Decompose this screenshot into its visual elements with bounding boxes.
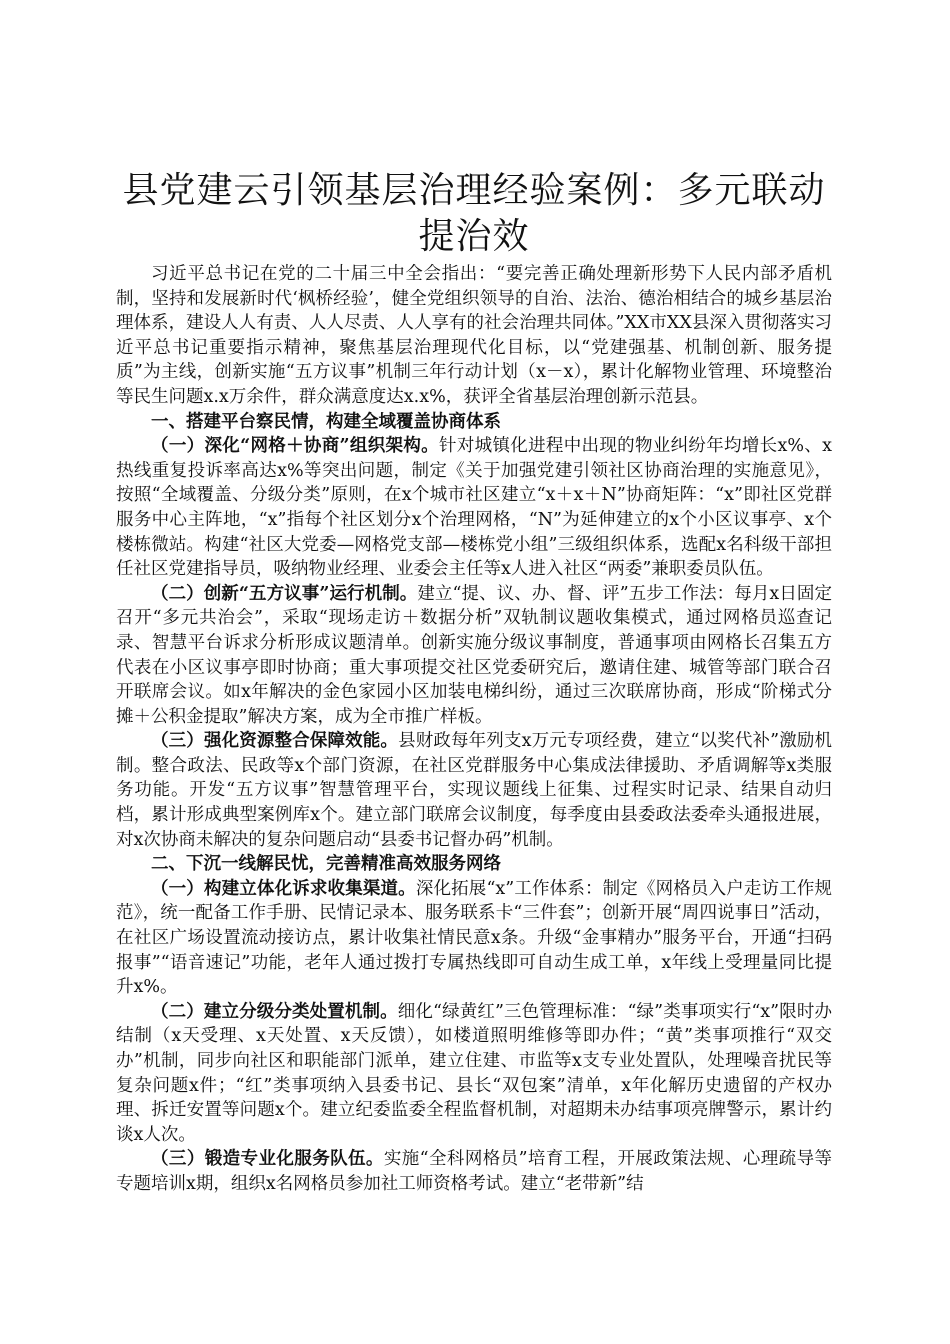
document-title: 县党建云引领基层治理经验案例：多元联动提治效 bbox=[122, 170, 826, 257]
item-text: 实施“全科网格员”培育工程，开展政策法规、心理疏导等专题培训x期，组织x名网格员参加社工师资格考试。建立“老带新”结 bbox=[116, 1149, 832, 1194]
section-heading-2: 二、下沉一线解民忧，完善精准高效服务网络 bbox=[151, 854, 501, 875]
item-lead: （三）强化资源整合保障效能。 bbox=[151, 731, 399, 752]
intro-paragraph: 习近平总书记在党的二十届三中全会指出：“要完善正确处理新形势下人民内部矛盾机制，坚持和发展新时代‘枫桥经验’，健全党组织领导的自治、法治、德治相结合的城乡基层治理体系，建设人人有责、人人尽责、人人享有的社会治理共同体。”XX市XX县深入贯彻落实习近平总书记重要指示精神，聚焦基层治理现代化目标，以“党建强基、机制创新、服务提质”为主线，创新实施“五方议事”机制三年行动计划（x－x），累计化解物业管理、环境整治等民生问题x.x万余件，群众满意度达x.x%，获评全省基层治理创新示范县。 bbox=[116, 264, 832, 407]
item-text: 细化“绿黄红”三色管理标准：“绿”类事项实行“x”限时办结制（x天受理、x天处置、x天反馈），如楼道照明维修等即办件；“黄”类事项推行“双交办”机制，同步向社区和职能部门派单，建立住建、市监等x支专业处置队，处理噪音扰民等复杂问题x件；“红”类事项纳入县委书记、县长“双包案”清单，x年化解历史遗留的产权办理、拆迁安置等问题x个。建立纪委监委全程监督机制，对超期未办结事项亮牌警示，累计约谈x人次。 bbox=[116, 1001, 832, 1145]
item-lead: （二）建立分级分类处置机制。 bbox=[151, 1001, 398, 1022]
item-text: 深化拓展“x”工作体系：制定《网格员入户走访工作规范》，统一配备工作手册、民情记录本、服务联系卡“三件套”；创新开展“周四说事日”活动，在社区广场设置流动接访点，累计收集社情民意x条。升级“金事精办”服务平台，开通“扫码报事”“语音速记”功能，老年人通过拨打专属热线即可自动生成工单，x年线上受理量同比提升x%。 bbox=[116, 878, 832, 998]
item-lead: （二）创新“五方议事”运行机制。 bbox=[151, 583, 418, 604]
section-2-item-2 bbox=[116, 1000, 832, 1148]
section-1-item-1 bbox=[116, 434, 832, 582]
item-lead: （一）构建立体化诉求收集渠道。 bbox=[151, 878, 416, 899]
document-page bbox=[116, 168, 832, 1197]
item-text: 针对城镇化进程中出现的物业纠纷年均增长x%、x热线重复投诉率高达x%等突出问题，制定《关于加强党建引领社区协商治理的实施意见》，按照“全域覆盖、分级分类”原则，在x个城市社区建立“x＋x＋N”协商矩阵：“x”即社区党群服务中心主阵地，“x”指每个社区划分x个治理网格，“N”为延伸建立的x个小区议事亭、x个楼栋微站。构建“社区大党委—网格党支部—楼栋党小组”三级组织体系，选配x名科级干部担任社区党建指导员，吸纳物业经理、业委会主任等x人进入社区“两委”兼职委员队伍。 bbox=[116, 436, 832, 580]
section-heading-1: 一、搭建平台察民情，构建全域覆盖协商体系 bbox=[151, 411, 501, 432]
item-lead: （三）锻造专业化服务队伍。 bbox=[151, 1149, 384, 1170]
section-1-item-3 bbox=[116, 729, 832, 852]
section-1-item-2 bbox=[116, 582, 832, 730]
document-body bbox=[116, 262, 832, 1197]
section-2-item-1 bbox=[116, 877, 832, 1000]
item-lead: （一）深化“网格＋协商”组织架构。 bbox=[151, 436, 439, 457]
item-text: 建立“提、议、办、督、评”五步工作法：每月x日固定召开“多元共治会”，采取“现场走访＋数据分析”双轨制议题收集模式，通过网格员巡查记录、智慧平台诉求分析形成议题清单。创新实施分级议事制度，普通事项由网格长召集五方代表在小区议事亭即时协商；重大事项提交社区党委研究后，邀请住建、城管等部门联合召开联席会议。如x年解决的金色家园小区加装电梯纠纷，通过三次联席协商，形成“阶梯式分摊＋公积金提取”解决方案，成为全市推广样板。 bbox=[116, 583, 832, 727]
section-2-item-3 bbox=[116, 1147, 832, 1196]
item-text: 县财政每年列支x万元专项经费，建立“以奖代补”激励机制。整合政法、民政等x个部门资源，在社区党群服务中心集成法律援助、矛盾调解等x类服务功能。开发“五方议事”智慧管理平台，实现议题线上征集、过程实时记录、结果自动归档，累计形成典型案例库x个。建立部门联席会议制度，每季度由县委政法委牵头通报进展，对x次协商未解决的复杂问题启动“县委书记督办码”机制。 bbox=[116, 731, 832, 850]
